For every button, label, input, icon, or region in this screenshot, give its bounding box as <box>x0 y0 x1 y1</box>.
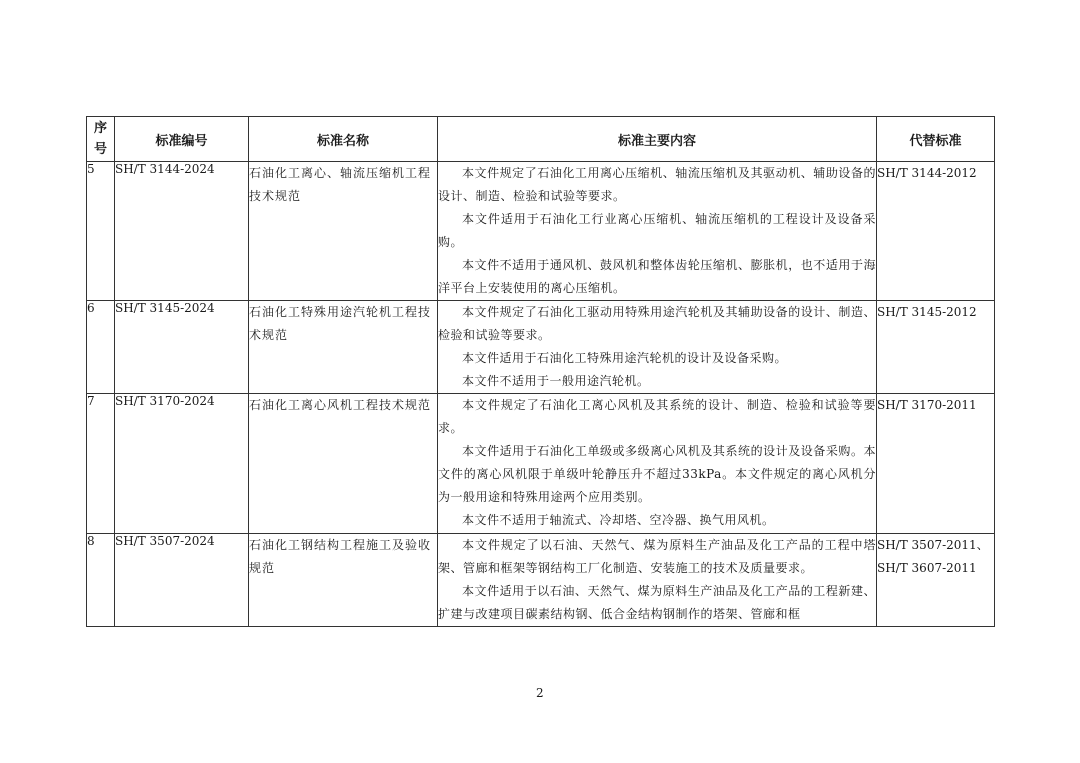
row-number: 6 <box>87 301 115 394</box>
content-paragraph: 本文件规定了石油化工驱动用特殊用途汽轮机及其辅助设备的设计、制造、检验和试验等要求。 <box>438 305 876 342</box>
standard-code: SH/T 3507-2024 <box>115 534 249 627</box>
content-paragraph: 本文件不适用于轴流式、冷却塔、空冷器、换气用风机。 <box>462 513 775 527</box>
header-name: 标准名称 <box>249 117 438 162</box>
standards-table <box>86 116 995 627</box>
header-replace: 代替标准 <box>877 117 995 162</box>
table-row <box>87 162 995 301</box>
standard-content <box>438 162 877 301</box>
content-paragraph: 本文件规定了石油化工离心风机及其系统的设计、制造、检验和试验等要求。 <box>438 398 876 435</box>
standard-name: 石油化工钢结构工程施工及验收规范 <box>249 534 438 627</box>
row-number: 8 <box>87 534 115 627</box>
content-paragraph: 本文件适用于石油化工行业离心压缩机、轴流压缩机的工程设计及设备采购。 <box>438 212 876 249</box>
content-paragraph: 本文件不适用于通风机、鼓风机和整体齿轮压缩机、膨胀机，也不适用于海洋平台上安装使用的离心压缩机。 <box>438 258 876 295</box>
standard-content <box>438 394 877 534</box>
content-paragraph: 本文件规定了以石油、天然气、煤为原料生产油品及化工产品的工程中塔架、管廊和框架等钢结构工厂化制造、安装施工的技术及质量要求。 <box>438 538 876 575</box>
content-paragraph: 本文件适用于以石油、天然气、煤为原料生产油品及化工产品的工程新建、扩建与改建项目碳素结构钢、低合金结构钢制作的塔架、管廊和框 <box>438 584 876 621</box>
page-number: 2 <box>536 686 544 700</box>
table-row <box>87 534 995 627</box>
standard-content <box>438 534 877 627</box>
replaced-standard-line: SH/T 3607-2011 <box>877 561 977 575</box>
standard-name: 石油化工离心风机工程技术规范 <box>249 394 438 534</box>
replaced-standard-line: SH/T 3145-2012 <box>877 305 977 319</box>
row-number: 5 <box>87 162 115 301</box>
content-paragraph: 本文件规定了石油化工用离心压缩机、轴流压缩机及其驱动机、辅助设备的设计、制造、检验和试验等要求。 <box>438 166 876 203</box>
standard-content <box>438 301 877 394</box>
standard-name: 石油化工特殊用途汽轮机工程技术规范 <box>249 301 438 394</box>
replaced-standard <box>877 534 995 627</box>
content-paragraph: 本文件不适用于一般用途汽轮机。 <box>462 374 650 388</box>
replaced-standard <box>877 162 995 301</box>
replaced-standard-line: SH/T 3507-2011、 <box>877 538 989 552</box>
row-number: 7 <box>87 394 115 534</box>
content-paragraph: 本文件适用于石油化工特殊用途汽轮机的设计及设备采购。 <box>462 351 788 365</box>
replaced-standard-line: SH/T 3144-2012 <box>877 166 977 180</box>
replaced-standard <box>877 394 995 534</box>
table-row <box>87 394 995 534</box>
header-seq <box>87 117 115 162</box>
standard-code: SH/T 3144-2024 <box>115 162 249 301</box>
replaced-standard-line: SH/T 3170-2011 <box>877 398 977 412</box>
table-row <box>87 301 995 394</box>
header-seq-line-2: 号 <box>93 142 107 157</box>
content-paragraph: 本文件适用于石油化工单级或多级离心风机及其系统的设计及设备采购。本文件的离心风机限于单级叶轮静压升不超过33kPa。本文件规定的离心风机分为一般用途和特殊用途两个应用类别。 <box>438 444 876 504</box>
replaced-standard <box>877 301 995 394</box>
header-seq-line-1: 序 <box>93 121 107 136</box>
standard-code: SH/T 3145-2024 <box>115 301 249 394</box>
table-header-row <box>87 117 995 162</box>
header-content: 标准主要内容 <box>438 117 877 162</box>
standard-name: 石油化工离心、轴流压缩机工程技术规范 <box>249 162 438 301</box>
standard-code: SH/T 3170-2024 <box>115 394 249 534</box>
header-code: 标准编号 <box>115 117 249 162</box>
